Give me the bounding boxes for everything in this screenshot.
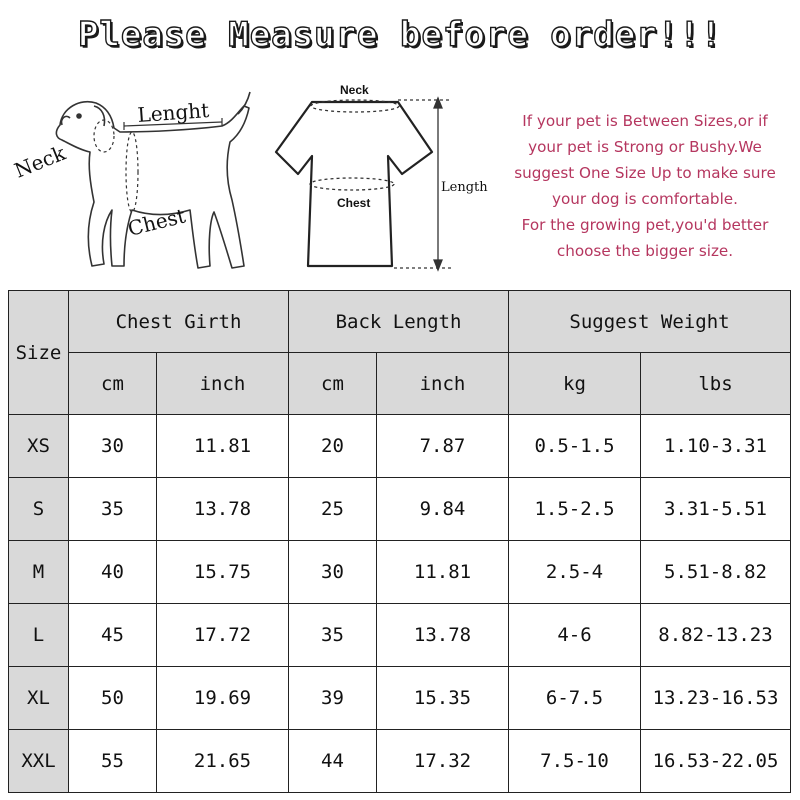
size-header: Size (9, 291, 69, 415)
table-cell: 6-7.5 (509, 667, 641, 730)
size-cell: M (9, 541, 69, 604)
table-cell: 11.81 (157, 415, 289, 478)
size-cell: XS (9, 415, 69, 478)
table-cell: 13.23-16.53 (641, 667, 791, 730)
table-cell: 5.51-8.82 (641, 541, 791, 604)
measurement-illustration (0, 70, 500, 280)
table-row (9, 730, 791, 793)
unit-header: inch (157, 353, 289, 415)
unit-header: kg (509, 353, 641, 415)
table-cell: 30 (289, 541, 377, 604)
shirt-illustration (276, 102, 432, 266)
size-cell: S (9, 478, 69, 541)
table-cell: 13.78 (157, 478, 289, 541)
table-cell: 3.31-5.51 (641, 478, 791, 541)
table-cell: 2.5-4 (509, 541, 641, 604)
dog-measure-lines (94, 118, 222, 212)
table-cell: 15.35 (377, 667, 509, 730)
table-cell: 9.84 (377, 478, 509, 541)
table-cell: 39 (289, 667, 377, 730)
table-cell: 21.65 (157, 730, 289, 793)
table-cell: 25 (289, 478, 377, 541)
advice-line: For the growing pet,you'd better (521, 216, 769, 234)
suggest-weight-header: Suggest Weight (509, 291, 791, 353)
advice-line: your pet is Strong or Bushy.We (528, 138, 762, 156)
table-cell: 1.5-2.5 (509, 478, 641, 541)
dog-neck-label: Neck (10, 140, 69, 183)
table-cell: 30 (69, 415, 157, 478)
measurement-diagram (0, 70, 500, 280)
unit-header: inch (377, 353, 509, 415)
chest-girth-header: Chest Girth (69, 291, 289, 353)
advice-line: choose the bigger size. (556, 242, 734, 260)
shirt-chest-label: Chest (337, 196, 371, 210)
advice-line: suggest One Size Up to make sure (514, 164, 776, 182)
table-cell: 35 (69, 478, 157, 541)
back-length-header: Back Length (289, 291, 509, 353)
table-cell: 7.87 (377, 415, 509, 478)
table-cell: 40 (69, 541, 157, 604)
table-cell: 16.53-22.05 (641, 730, 791, 793)
table-cell: 7.5-10 (509, 730, 641, 793)
table-cell: 4-6 (509, 604, 641, 667)
table-cell: 44 (289, 730, 377, 793)
shirt-measure-lines (310, 100, 452, 268)
unit-header: cm (289, 353, 377, 415)
table-cell: 20 (289, 415, 377, 478)
size-cell: L (9, 604, 69, 667)
table-cell: 17.72 (157, 604, 289, 667)
unit-header: lbs (641, 353, 791, 415)
table-cell: 19.69 (157, 667, 289, 730)
table-cell: 13.78 (377, 604, 509, 667)
table-cell: 11.81 (377, 541, 509, 604)
size-cell: XL (9, 667, 69, 730)
page-title: Please Measure before order!!! (77, 15, 723, 55)
table-cell: 45 (69, 604, 157, 667)
table-cell: 50 (69, 667, 157, 730)
table-cell: 15.75 (157, 541, 289, 604)
table-cell: 17.32 (377, 730, 509, 793)
size-advice-note (500, 108, 790, 264)
table-row (9, 667, 791, 730)
dog-length-label: Lenght (136, 98, 210, 127)
table-row (9, 541, 791, 604)
table-row (9, 604, 791, 667)
shirt-neck-label: Neck (340, 83, 369, 97)
advice-line: your dog is comfortable. (552, 190, 738, 208)
table-cell: 1.10-3.31 (641, 415, 791, 478)
table-cell: 8.82-13.23 (641, 604, 791, 667)
table-cell: 0.5-1.5 (509, 415, 641, 478)
unit-header: cm (69, 353, 157, 415)
table-cell: 55 (69, 730, 157, 793)
table-row (9, 415, 791, 478)
shirt-length-label: Length (441, 180, 488, 195)
table-row (9, 478, 791, 541)
dog-chest-label: Chest (125, 203, 188, 241)
size-chart-table (8, 290, 791, 793)
size-cell: XXL (9, 730, 69, 793)
advice-line: If your pet is Between Sizes,or if (522, 112, 768, 130)
table-cell: 35 (289, 604, 377, 667)
